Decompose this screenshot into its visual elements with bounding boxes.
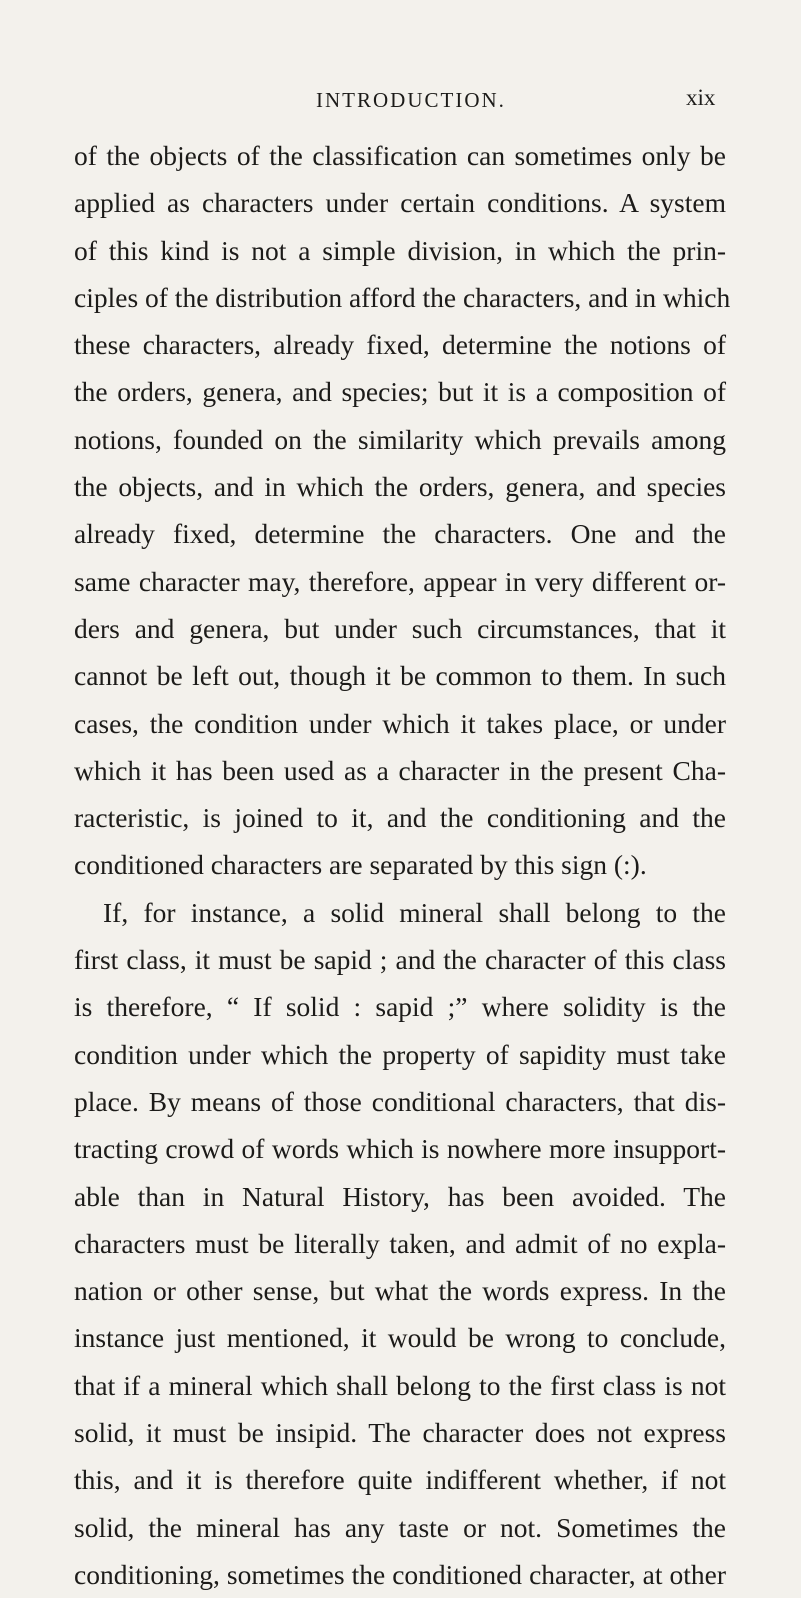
text-line: cases, the condition under which it takes place, or under [74,707,726,739]
text-line: same character may, therefore, appear in very different or- [74,565,726,597]
text-line: characters must be literally taken, and admit of no expla- [74,1227,726,1259]
text-line: this, and it is therefore quite indifferent whether, if not [74,1464,726,1496]
text-line: the orders, genera, and species; but it is a composition of [74,376,726,408]
page-number: xix [686,85,716,110]
text-line: solid, the mineral has any taste or not. Sometimes the [74,1511,726,1543]
text-line: nation or other sense, but what the words express. In the [74,1275,726,1307]
text-line: which it has been used as a character in the present Cha- [74,754,726,786]
text-line: ciples of the distribution afford the characters, and in which [74,281,731,313]
body-text [74,132,731,1598]
text-line: cannot be left out, though it be common to them. In such [74,660,726,692]
text-line: the objects, and in which the orders, genera, and species [74,471,726,503]
text-line: conditioned characters are separated by this sign (:). [74,849,647,881]
text-line: of this kind is not a simple division, in which the prin- [74,234,726,266]
text-line: If, for instance, a solid mineral shall belong to the [103,896,726,928]
running-head: INTRODUCTION. [316,88,506,112]
text-line: solid, it must be insipid. The character does not express [74,1417,726,1449]
text-line: instance just mentioned, it would be wrong to conclude, [74,1322,726,1354]
text-line: ders and genera, but under such circumstances, that it [74,612,726,644]
text-line: racteristic, is joined to it, and the conditioning and the [74,802,726,834]
text-line: is therefore, “ If solid : sapid ;” where solidity is the [74,991,726,1023]
text-line: tracting crowd of words which is nowhere more insupport- [74,1133,726,1165]
text-line: that if a mineral which shall belong to the first class is not [74,1369,726,1401]
text-line: place. By means of those conditional characters, that dis- [74,1085,726,1117]
text-line: of the objects of the classification can sometimes only be [74,140,726,171]
text-line: first class, it must be sapid ; and the character of this class [74,944,726,976]
text-line: notions, founded on the similarity which prevails among [74,423,726,455]
text-line: already fixed, determine the characters. One and the [74,518,726,550]
text-line: these characters, already fixed, determine the notions of [74,329,726,361]
text-line: applied as characters under certain conditions. A system [74,187,726,219]
text-line: conditioning, sometimes the conditioned character, at other [74,1558,726,1590]
text-line: able than in Natural History, has been avoided. The [74,1180,726,1212]
text-line: condition under which the property of sapidity must take [74,1038,726,1070]
